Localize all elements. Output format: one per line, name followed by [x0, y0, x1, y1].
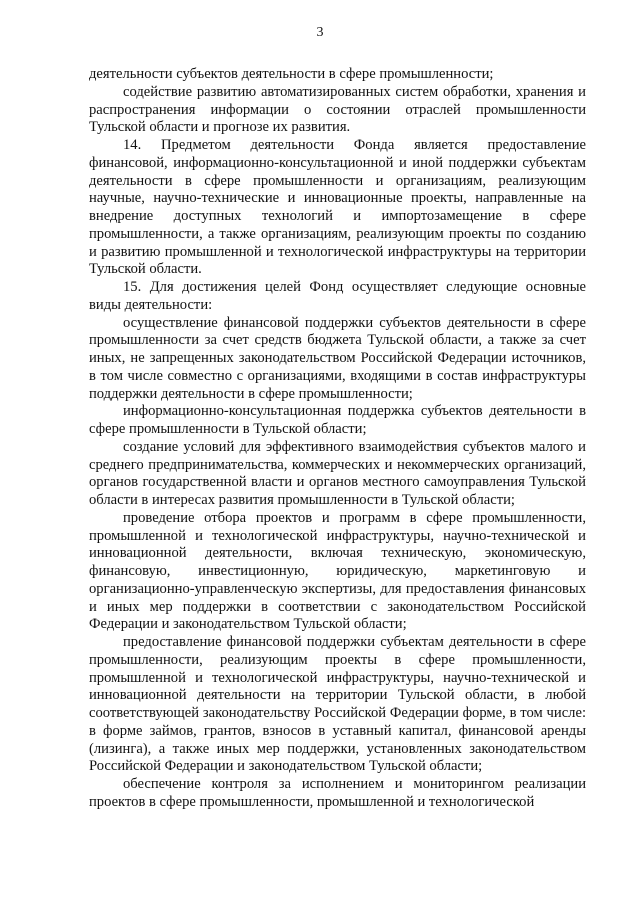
paragraph-continued: деятельности субъектов деятельности в сфере промышленности;: [89, 66, 494, 82]
paragraph: обеспечение контроля за исполнением и мониторингом реализации проектов в сфере промышленности, промышленной и технологической: [89, 776, 586, 810]
paragraph-clause-15: 15. Для достижения целей Фонд осуществляет следующие основные виды деятельности:: [89, 279, 586, 313]
paragraph: проведение отбора проектов и программ в сфере промышленности, промышленной и технологической инфраструктуры, научно-технической и инновационной деятельности, включая техническую, экономическую, финансовую, инвестиционную, юридическую, маркетинговую и организационно-управленческую экспертизы, для предоставления финансовых и иных мер поддержки в соответствии с законодательством Российской Федерации и законодательством Тульской области;: [89, 509, 586, 633]
paragraph: содействие развитию автоматизированных систем обработки, хранения и распространения информации о состоянии отраслей промышленности Тульской области и прогнозе их развития.: [89, 83, 586, 136]
paragraph: осуществление финансовой поддержки субъектов деятельности в сфере промышленности за счет средств бюджета Тульской области, а также за счет иных, не запрещенных законодательством Российской Федерации источников, в том числе совместно с организациями, входящими в состав инфраструктуры поддержки деятельности в сфере промышленности;: [89, 314, 586, 402]
page-number: 3: [316, 25, 324, 40]
paragraph: создание условий для эффективного взаимодействия субъектов малого и среднего предпринимательства, коммерческих и некоммерческих организаций, органов государственной власти и органов местного самоуправления Тульской области в интересах развития промышленности в Тульской области;: [89, 438, 586, 508]
paragraph: информационно-консультационная поддержка субъектов деятельности в сфере промышленности в Тульской области;: [89, 403, 586, 437]
paragraph-clause-14: 14. Предметом деятельности Фонда является предоставление финансовой, информационно-консультационной и иной поддержки субъектам деятельности в сфере промышленности и организациям, реализующим научные, научно-технические и инновационные проекты, направленные на внедрение доступных технологий и импортозамещение в сфере промышленности, а также организациям, реализующим проекты по созданию и развитию промышленной и технологической инфраструктуры на территории Тульской области.: [89, 137, 586, 278]
body-text: [89, 66, 586, 812]
paragraph: предоставление финансовой поддержки субъектам деятельности в сфере промышленности, реализующим проекты в сфере промышленности, промышленной и технологической инфраструктуры, научно-технической и инновационной деятельности на территории Тульской области, в любой соответствующей законодательству Российской Федерации форме, в том числе: в форме займов, грантов, взносов в уставный капитал, финансовой аренды (лизинга), а также иных мер поддержки, установленных законодательством Российской Федерации и законодательством Тульской области;: [89, 634, 586, 775]
